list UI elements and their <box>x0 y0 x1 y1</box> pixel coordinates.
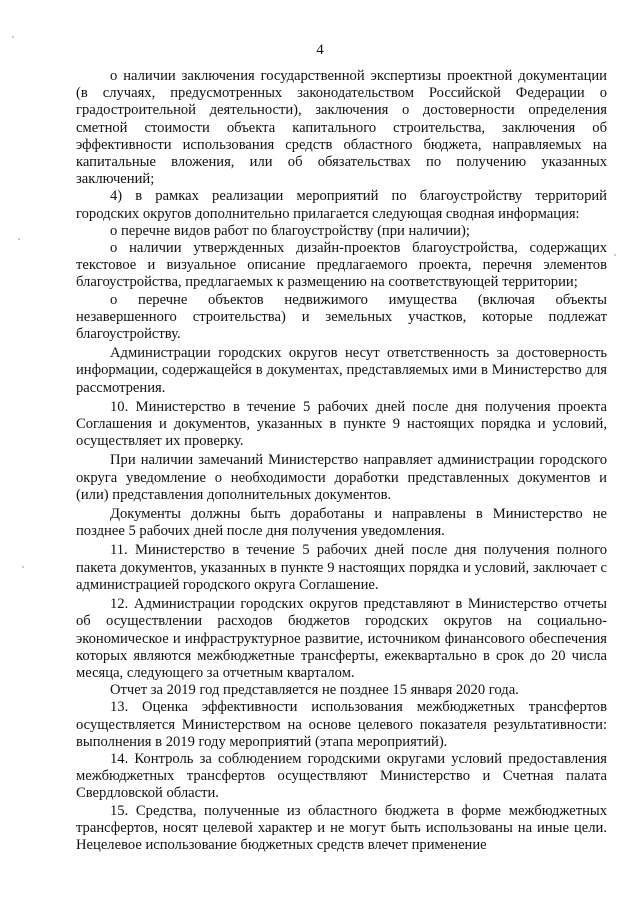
scan-speck <box>22 566 24 568</box>
paragraph-clause-15: 15. Средства, полученные из областного бюджета в форме межбюджетных трансфертов, носят целевой характер и не могут быть использованы на иные цели. Нецелевое использование бюджетных средств влечет применение <box>76 802 607 853</box>
paragraph-responsibility: Администрации городских округов несут ответственность за достоверность информации, содержащейся в документах, представляемых ими в Министерство для рассмотрения. <box>76 345 607 396</box>
paragraph-report-2019: Отчет за 2019 год представляется не позднее 15 января 2020 года. <box>110 682 519 699</box>
paragraph-remarks: При наличии замечаний Министерство направляет администрации городского округа уведомление о необходимости доработки представленных документов и (или) представления дополнительных документов. <box>76 452 607 503</box>
paragraph-clause-10: 10. Министерство в течение 5 рабочих дней после дня получения проекта Соглашения и документов, указанных в пункте 9 настоящих порядка и условий, осуществляет их проверку. <box>76 398 607 450</box>
scan-speck <box>12 36 14 38</box>
paragraph-item-4: 4) в рамках реализации мероприятий по благоустройству территорий городских округов дополнительно прилагается следующая сводная информация: <box>76 188 607 222</box>
paragraph-design-projects: о наличии утвержденных дизайн-проектов благоустройства, содержащих текстовое и визуальное описание предлагаемого проекта, перечня элементов благоустройства, предлагаемых к размещению на соответствующей территории; <box>76 240 607 291</box>
paragraph-clause-13: 13. Оценка эффективности использования межбюджетных трансфертов осуществляется Министерством на основе целевого показателя результативности: выполнения в 2019 году мероприятий (этапа мероприятий). <box>76 699 607 750</box>
paragraph-works-list: о перечне видов работ по благоустройству (при наличии); <box>110 222 470 239</box>
paragraph-revision-deadline: Документы должны быть доработаны и направлены в Министерство не позднее 5 рабочих дней после дня получения уведомления. <box>76 506 607 540</box>
paragraph-clause-14: 14. Контроль за соблюдением городскими округами условий предоставления межбюджетных трансфертов осуществляют Министерство и Счетная палата Свердловской области. <box>76 750 607 802</box>
paragraph-property-list: о перечне объектов недвижимого имущества (включая объекты незавершенного строительства) и земельных участков, которые подлежат благоустройству. <box>76 291 607 343</box>
scan-speck <box>18 238 20 240</box>
document-body <box>76 68 607 854</box>
paragraph-expertise-info: о наличии заключения государственной экспертизы проектной документации (в случаях, предусмотренных законодательством Российской Федерации о градостроительной деятельности), заключения о достоверности определения сметной стоимости объекта капитального строительства, заключения об эффективности использования средств областного бюджета, направляемых на капитальные вложения, или об обязательствах по получению указанных заключений; <box>76 68 607 188</box>
paragraph-clause-11: 11. Министерство в течение 5 рабочих дней после дня получения полного пакета документов, указанных в пункте 9 настоящих порядка и условий, заключает с администрацией городского округа Соглашение. <box>76 542 607 593</box>
page-number: 4 <box>316 42 324 58</box>
paragraph-clause-12: 12. Администрации городских округов представляют в Министерство отчеты об осуществлении расходов бюджетов городских округов на социально-экономическое и инфраструктурное развитие, источником финансового обеспечения которых являются межбюджетные трансферты, ежеквартально в срок до 20 числа месяца, следующего за отчетным кварталом. <box>76 596 607 681</box>
scan-speck <box>614 254 616 256</box>
